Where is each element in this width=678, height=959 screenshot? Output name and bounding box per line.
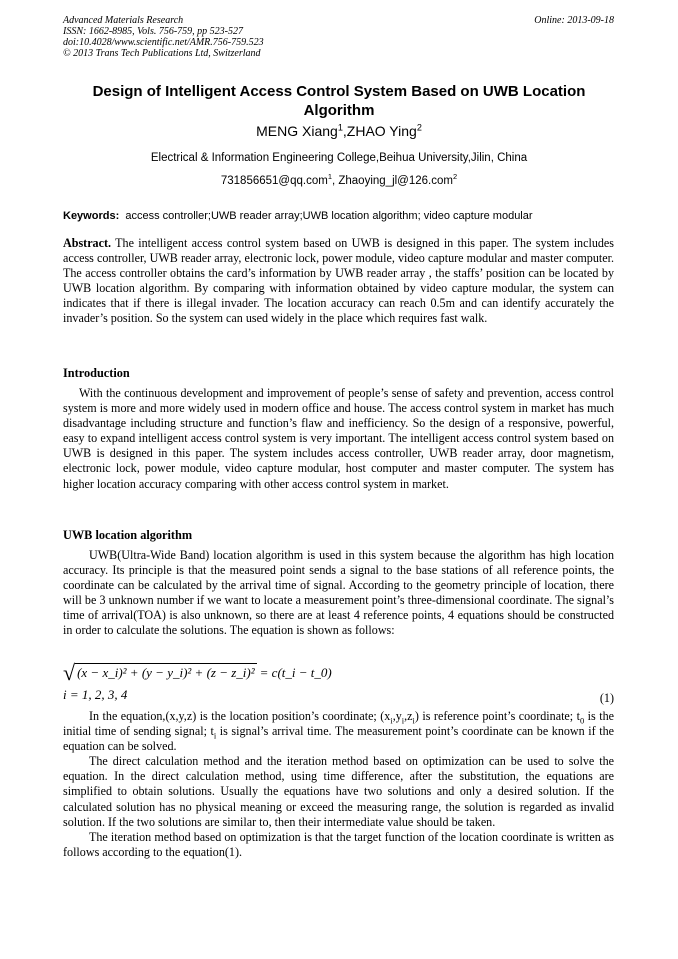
introduction-body [63,386,614,492]
author-2-affil-mark: 2 [416,122,422,133]
p2-c: ,z [404,709,413,723]
paper-title-line2: Algorithm [303,102,375,119]
journal-issn: ISSN: 1662-8985, Vols. 756-759, pp 523-527 [63,26,243,37]
author-1: MENG Xiang [256,123,338,139]
affiliation: Electrical & Information Engineering College,Beihua University,Jilin, China [150,152,528,164]
paper-title-line1: Design of Intelligent Access Control System Based on UWB Location [92,83,586,100]
abstract [63,236,614,327]
authors [63,122,615,140]
p2-d: ) is reference point’s coordinate; t [414,709,580,723]
equation-rhs: = c(t_i − t_0) [259,665,332,680]
paper-title [63,82,615,120]
email-2: Zhaoying_jl@126.com [338,175,453,187]
p2-sub-zi: i [412,715,415,726]
email-1-mark: 1 [327,172,332,182]
p2-sub-t0: 0 [579,715,585,726]
journal-name: Advanced Materials Research [63,15,184,26]
online-date: Online: 2013-09-18 [534,15,614,26]
uwb-paragraph-3: The direct calculation method and the iteration method based on optimization can be used to solve the equation. In the direct calculation method, using time difference, after the substitution, the equations are simplified to obtain solutions. Usually the equations have two solutions and only a desired solution. If the calculated solution has no physical meaning or exceed the measuring range, the solution is regarded as invalid solution. If the two solutions are similar to, then their intermediate value should be taken. [63,754,614,829]
uwb-body-cont [63,709,614,860]
abstract-text: The intelligent access control system based on UWB is designed in this paper. The system includes access controller, UWB reader array, electronic lock, power module, video capture modular and master computer. The access controller obtains the card’s information by UWB reader array , the staffs’ position can be located by UWB location algorithm. By comparing with information obtained by video capture modular, the system can indicates that if there is illegal invader. The location accuracy can reach 0.5m and can identify accurately the invader’s position. So the system can used widely in the place which requires fast walk. [63,236,614,326]
author-emails [63,174,615,188]
p2-a: In the equation,(x,y,z) is the location position’s coordinate; (x [89,709,391,723]
p2-e: is the initial time of sending signal; t [63,709,614,739]
keywords [63,209,615,223]
uwb-body [63,548,614,639]
journal-copyright: © 2013 Trans Tech Publications Ltd, Switzerland [63,48,261,59]
sqrt-symbol: √ [63,660,76,685]
introduction-text: With the continuous development and improvement of people’s sense of safety and prevention, access control system is more and more widely used in modern office and house. The access control system in market has much disadvantage including structure and function’s flaw and inefficiency. So the design of a responsive, powerful, easy to expand intelligent access control system is very important. The intelligent access control system based on UWB is designed in this paper. The system includes access controller, UWB reader array, door magnetism, electronic lock, power module, video capture modular, host computer and master computer. The system has higher location accuracy comparing with other access control system in market. [63,386,614,491]
uwb-paragraph-2 [63,709,614,754]
email-separator: , [331,175,339,187]
author-separator: , [342,123,347,139]
p2-sub-yi: i [401,715,405,726]
journal-header [63,15,264,59]
email-2-mark: 2 [452,172,458,182]
journal-doi: doi:10.4028/www.scientific.net/AMR.756-759.523 [63,37,264,48]
introduction-heading: Introduction [63,366,130,380]
uwb-paragraph-4: The iteration method based on optimization is that the target function of the location coordinate is written as follows according to the equation(1). [63,829,614,859]
p2-sub-ti: i [213,730,217,741]
author-2: ZHAO Ying [346,123,417,139]
abstract-label: Abstract. [63,236,112,250]
equation-number: (1) [599,691,614,705]
uwb-paragraph-1: UWB(Ultra-Wide Band) location algorithm is used in this system because the algorithm has high location accuracy. Its principle is that the measured point sends a signal to the base stations of all reference points, the coordinate can be calculated by the arrival time of signal. According to the geometry principle of location, there will be 3 unknown number if we want to locate a measurement point’s three-dimensional coordinate. The signal’s time of arrival(TOA) is also unknown, so there are at least 4 reference points, 4 equations should be constructed in order to calculate the solutions. The equation is shown as follows: [63,548,614,638]
equation-1 [63,660,332,685]
keywords-label: Keywords: [63,210,120,222]
p2-f: is signal’s arrival time. The measurement point’s coordinate can be known if the equation can be solved. [63,724,614,754]
p2-b: ,y [392,709,402,723]
keywords-text: access controller;UWB reader array;UWB location algorithm; video capture modular [125,210,533,222]
p2-sub-xi: i [390,715,393,726]
uwb-heading: UWB location algorithm [63,528,193,542]
equation-radicand: (x − x_i)² + (y − y_i)² + (z − z_i)² [77,665,255,680]
author-1-affil-mark: 1 [337,122,343,133]
equation-index: i = 1, 2, 3, 4 [63,687,128,702]
email-1: 731856651@qq.com [220,175,328,187]
